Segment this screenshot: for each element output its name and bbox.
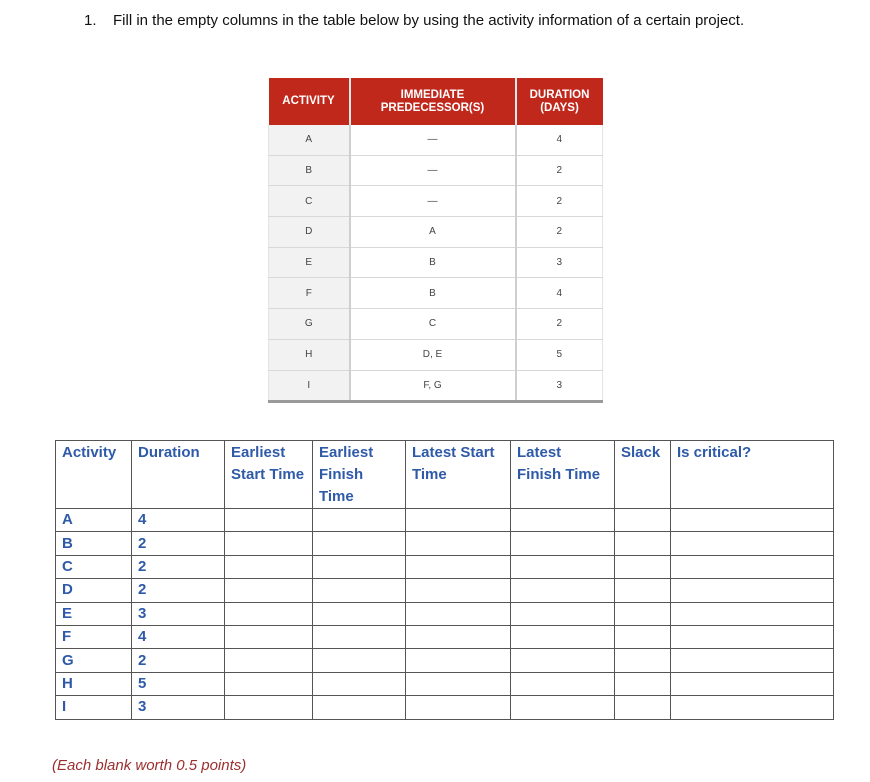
- activity-info-row: [269, 125, 603, 155]
- activity-info-row: [269, 309, 603, 340]
- blank-answer-cell[interactable]: [313, 579, 406, 602]
- duration-cell: 3: [516, 370, 603, 402]
- blank-answer-cell[interactable]: [313, 602, 406, 625]
- answer-row: [56, 672, 834, 695]
- activity-info-row: [269, 370, 603, 402]
- answer-activity-cell: C: [56, 555, 132, 578]
- blank-answer-cell[interactable]: [406, 602, 511, 625]
- blank-answer-cell[interactable]: [671, 532, 834, 555]
- blank-answer-cell[interactable]: [225, 625, 313, 648]
- answer-activity-cell: G: [56, 649, 132, 672]
- answer-activity-cell: I: [56, 696, 132, 719]
- answer-activity-cell: A: [56, 509, 132, 532]
- answer-activity-cell: E: [56, 602, 132, 625]
- blank-answer-cell[interactable]: [671, 672, 834, 695]
- blank-answer-cell[interactable]: [615, 555, 671, 578]
- blank-answer-cell[interactable]: [671, 649, 834, 672]
- answer-header-cell: Latest Finish Time: [511, 441, 615, 509]
- activity-cell: D: [269, 217, 350, 248]
- blank-answer-cell[interactable]: [671, 579, 834, 602]
- blank-answer-cell[interactable]: [313, 509, 406, 532]
- answer-header-cell: Earliest Start Time: [225, 441, 313, 509]
- blank-answer-cell[interactable]: [225, 579, 313, 602]
- answer-duration-cell: 2: [132, 649, 225, 672]
- blank-answer-cell[interactable]: [225, 649, 313, 672]
- activity-cell: C: [269, 186, 350, 217]
- answer-row: [56, 509, 834, 532]
- predecessor-cell: B: [350, 247, 516, 278]
- blank-answer-cell[interactable]: [225, 509, 313, 532]
- blank-answer-cell[interactable]: [406, 532, 511, 555]
- blank-answer-cell[interactable]: [406, 672, 511, 695]
- activity-info-row: [269, 186, 603, 217]
- answer-header-cell: Is critical?: [671, 441, 834, 509]
- blank-answer-cell[interactable]: [511, 696, 615, 719]
- header-predecessors: IMMEDIATE PREDECESSOR(S): [350, 78, 516, 125]
- activity-info-row: [269, 339, 603, 370]
- activity-info-header-row: [269, 78, 603, 125]
- blank-answer-cell[interactable]: [671, 602, 834, 625]
- answer-row: [56, 602, 834, 625]
- header-activity: ACTIVITY: [269, 78, 350, 125]
- blank-answer-cell[interactable]: [225, 602, 313, 625]
- blank-answer-cell[interactable]: [511, 555, 615, 578]
- blank-answer-cell[interactable]: [615, 625, 671, 648]
- answer-duration-cell: 2: [132, 532, 225, 555]
- blank-answer-cell[interactable]: [313, 672, 406, 695]
- blank-answer-cell[interactable]: [615, 509, 671, 532]
- blank-answer-cell[interactable]: [615, 602, 671, 625]
- blank-answer-cell[interactable]: [225, 672, 313, 695]
- predecessor-cell: —: [350, 155, 516, 186]
- activity-info-row: [269, 278, 603, 309]
- answer-row: [56, 696, 834, 719]
- blank-answer-cell[interactable]: [406, 696, 511, 719]
- activity-info-table: [268, 78, 603, 403]
- blank-answer-cell[interactable]: [406, 625, 511, 648]
- blank-answer-cell[interactable]: [615, 672, 671, 695]
- duration-cell: 4: [516, 125, 603, 155]
- answer-header-cell: Activity: [56, 441, 132, 509]
- blank-answer-cell[interactable]: [511, 509, 615, 532]
- activity-cell: A: [269, 125, 350, 155]
- blank-answer-cell[interactable]: [406, 649, 511, 672]
- question: [84, 8, 824, 33]
- answer-table: [55, 440, 834, 720]
- blank-answer-cell[interactable]: [615, 696, 671, 719]
- answer-duration-cell: 4: [132, 509, 225, 532]
- blank-answer-cell[interactable]: [511, 649, 615, 672]
- answer-activity-cell: D: [56, 579, 132, 602]
- blank-answer-cell[interactable]: [406, 555, 511, 578]
- answer-header-cell: Earliest Finish Time: [313, 441, 406, 509]
- activity-cell: H: [269, 339, 350, 370]
- blank-answer-cell[interactable]: [511, 579, 615, 602]
- blank-answer-cell[interactable]: [225, 696, 313, 719]
- activity-cell: F: [269, 278, 350, 309]
- blank-answer-cell[interactable]: [615, 579, 671, 602]
- answer-duration-cell: 5: [132, 672, 225, 695]
- predecessor-cell: C: [350, 309, 516, 340]
- answer-row: [56, 649, 834, 672]
- blank-answer-cell[interactable]: [671, 625, 834, 648]
- duration-cell: 2: [516, 186, 603, 217]
- question-text: Fill in the empty columns in the table below by using the activity information of a certain project.: [113, 12, 745, 29]
- answer-duration-cell: 3: [132, 602, 225, 625]
- blank-answer-cell[interactable]: [313, 532, 406, 555]
- blank-answer-cell[interactable]: [511, 625, 615, 648]
- blank-answer-cell[interactable]: [225, 555, 313, 578]
- answer-duration-cell: 2: [132, 579, 225, 602]
- duration-cell: 2: [516, 155, 603, 186]
- duration-cell: 3: [516, 247, 603, 278]
- answer-activity-cell: B: [56, 532, 132, 555]
- blank-answer-cell[interactable]: [511, 602, 615, 625]
- answer-header-cell: Latest Start Time: [406, 441, 511, 509]
- duration-cell: 5: [516, 339, 603, 370]
- predecessor-cell: A: [350, 217, 516, 248]
- answer-activity-cell: H: [56, 672, 132, 695]
- header-duration-days: DURATION (DAYS): [516, 78, 603, 125]
- points-note: (Each blank worth 0.5 points): [52, 757, 247, 774]
- answer-header-cell: Slack: [615, 441, 671, 509]
- predecessor-cell: D, E: [350, 339, 516, 370]
- blank-answer-cell[interactable]: [313, 696, 406, 719]
- answer-duration-cell: 3: [132, 696, 225, 719]
- blank-answer-cell[interactable]: [615, 532, 671, 555]
- answer-activity-cell: F: [56, 625, 132, 648]
- blank-answer-cell[interactable]: [671, 555, 834, 578]
- blank-answer-cell[interactable]: [671, 696, 834, 719]
- answer-duration-cell: 4: [132, 625, 225, 648]
- blank-answer-cell[interactable]: [225, 532, 313, 555]
- answer-duration-cell: 2: [132, 555, 225, 578]
- activity-cell: G: [269, 309, 350, 340]
- activity-cell: E: [269, 247, 350, 278]
- blank-answer-cell[interactable]: [406, 579, 511, 602]
- activity-info-row: [269, 247, 603, 278]
- blank-answer-cell[interactable]: [313, 649, 406, 672]
- activity-info-row: [269, 217, 603, 248]
- blank-answer-cell[interactable]: [511, 672, 615, 695]
- duration-cell: 2: [516, 217, 603, 248]
- answer-header-cell: Duration: [132, 441, 225, 509]
- answer-header-row: [56, 441, 834, 509]
- predecessor-cell: —: [350, 186, 516, 217]
- blank-answer-cell[interactable]: [313, 555, 406, 578]
- answer-row: [56, 579, 834, 602]
- activity-info-row: [269, 155, 603, 186]
- blank-answer-cell[interactable]: [313, 625, 406, 648]
- predecessor-cell: —: [350, 125, 516, 155]
- answer-row: [56, 625, 834, 648]
- duration-cell: 2: [516, 309, 603, 340]
- duration-cell: 4: [516, 278, 603, 309]
- blank-answer-cell[interactable]: [511, 532, 615, 555]
- blank-answer-cell[interactable]: [406, 509, 511, 532]
- question-number: 1.: [84, 12, 97, 29]
- blank-answer-cell[interactable]: [671, 509, 834, 532]
- answer-row: [56, 532, 834, 555]
- answer-row: [56, 555, 834, 578]
- blank-answer-cell[interactable]: [615, 649, 671, 672]
- activity-cell: I: [269, 370, 350, 402]
- predecessor-cell: B: [350, 278, 516, 309]
- activity-cell: B: [269, 155, 350, 186]
- predecessor-cell: F, G: [350, 370, 516, 402]
